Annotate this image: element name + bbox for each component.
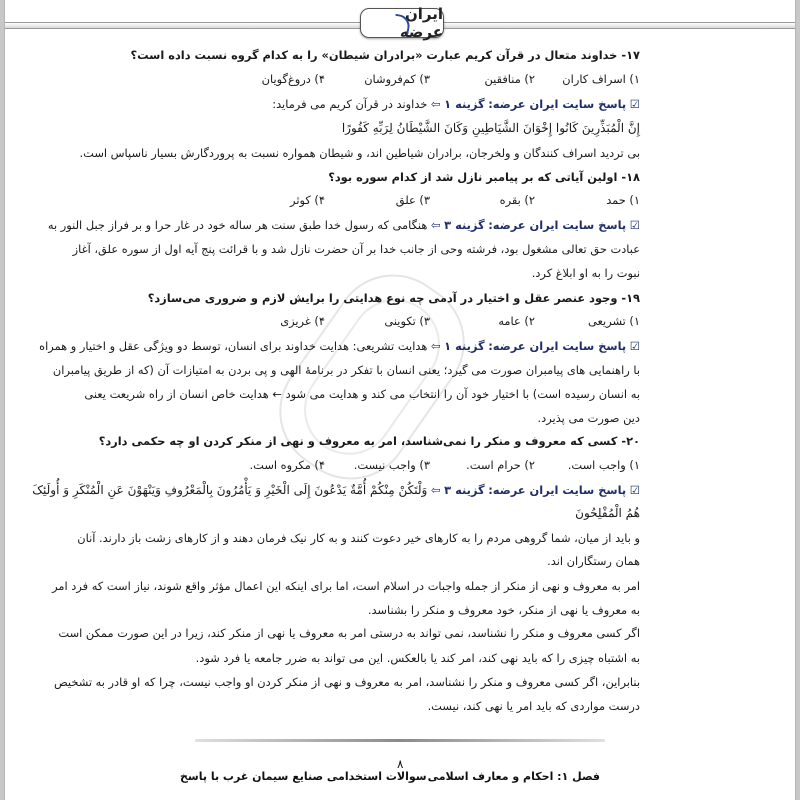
question-19-answer: [39, 338, 640, 354]
checkbox-checked-icon: ☑: [629, 218, 640, 232]
answer-text-line: با راهنمایی های پیامبران صورت می گیرد؛ یعنی انسان با تفکر در برنامهٔ الهی و پی بردن به امتیازات آن (که از طریق پیامبران: [52, 363, 640, 377]
footer-book-title: سوالات استخدامی صنایع سیمان غرب با پاسخ: [180, 770, 427, 783]
question-18-title: ۱۸- اولین آیاتی که بر پیامبر نازل شد از کدام سوره بود؟: [328, 170, 640, 184]
question-17-title: ۱۷- خداوند متعال در قرآن کریم عبارت «برادران شیطان» را به کدام گروه نسبت داده است؟: [130, 48, 640, 62]
answer-option: گزینه ۱: [444, 339, 485, 353]
question-18-options: [120, 193, 640, 209]
question-20-title: ۲۰- کسی که معروف و منکر را نمی‌شناسد، امر به معروف و نهی از منکر کردن او چه حکمی دارد؟: [98, 434, 640, 448]
answer-text-line: به انسان رسیده است) با اختیار خود آن را انتخاب می کند و هدایت می شود ← هدایت خاص انسان از راه شریعت یعنی: [84, 387, 640, 401]
option-4: ۴) کوثر: [290, 193, 325, 207]
explanation-text: درست مواردی که باید امر یا نهی کند، نیست.: [427, 699, 640, 713]
question-17-answer: [272, 96, 640, 112]
answer-text-line: عبادت حق تعالی مشغول بود، فرشته وحی از جانب خدا بر آن حضرت نازل شد و با قرائت پنج آیه اول از سوره علق، آغاز: [72, 242, 640, 256]
arrow-left-icon: ⇦: [430, 483, 441, 497]
question-20-answer: [32, 482, 640, 498]
question-20-options: [120, 458, 640, 474]
option-2: ۲) عامه: [498, 314, 535, 328]
question-19-title: ۱۹- وجود عنصر عقل و اختیار در آدمی چه نوع هدایتی را برایش لازم و ضروری می‌سازد؟: [147, 291, 640, 305]
option-4: ۴) مکروه است.: [249, 458, 325, 472]
checkbox-checked-icon: ☑: [629, 483, 640, 497]
answer-label: پاسخ سایت ایران عرضه:: [488, 218, 627, 232]
question-18-answer: [47, 217, 640, 233]
explanation-text: و باید از میان، شما گروهی مردم را به کارهای خیر دعوت کنند و به کار نیک فرمان دهند و از کارهای زشت باز دارند. آنان: [77, 531, 640, 545]
document-page: [4, 0, 796, 800]
quran-verse: إِنَّ الْمُبَذِّرِینَ کَانُوا إِخْوَانَ الشَّیَاطِینِ وَکَانَ الشَّیْطَانُ لِرَبِّهِ کَفُورًا: [341, 121, 640, 135]
quran-verse: وَلْتَکُنْ مِنْکُمْ أُمَّةٌ یَدْعُونَ إِلَى الْخَیْرِ وَ یَأْمُرُونَ بِالْمَعْرُوفِ وَیَنْهَوْنَ عَنِ الْمُنْکَرِ وَ أُولَئِکَ: [32, 483, 428, 497]
option-2: ۲) حرام است.: [466, 458, 535, 472]
explanation-text: بی تردید اسراف کنندگان و ولخرجان، برادران شیاطین اند، و شیطان همواره نسبت به پروردگارش بسیار ناسپاس است.: [79, 146, 640, 160]
option-1: ۱) تشریعی: [588, 314, 640, 328]
option-3: ۳) علق: [395, 193, 430, 207]
answer-label: پاسخ سایت ایران عرضه:: [488, 483, 627, 497]
answer-text-line: دین صورت می پذیرد.: [537, 411, 640, 425]
option-1: ۱) حمد: [606, 193, 640, 207]
quran-verse-continued: هُمُ الْمُفْلِحُونَ: [575, 506, 640, 520]
answer-option: گزینه ۳: [444, 218, 485, 232]
page-number: ۸: [397, 757, 404, 771]
option-3: ۳) کم‌فروشان: [364, 72, 430, 86]
arrow-left-icon: ⇦: [430, 218, 441, 232]
option-2: ۲) منافقین: [484, 72, 535, 86]
answer-text: هنگامی که رسول خدا طبق سنت هر ساله خود در غار حرا و بر فراز جبل النور به: [47, 218, 428, 232]
explanation-text: همان رستگاران اند.: [547, 554, 640, 568]
explanation-text: اگر کسی معروف و منکر را نشناسد، نمی تواند به درستی امر به معروف یا نهی از منکر کند، زیرا در این صورت ممکن است: [58, 626, 640, 640]
arrow-left-icon: ⇦: [430, 97, 441, 111]
explanation-text: بنابراین، اگر کسی معروف و منکر را نشناسد، امر به معروف و نهی از منکر کردن او واجب نیست، چرا که او قادر به تشخیص: [53, 675, 640, 689]
answer-text: خداوند در قرآن کریم می فرماید:: [272, 97, 428, 111]
option-4: ۴) دروغ‌گویان: [261, 72, 325, 86]
answer-text-line: نبوت را به او ابلاغ کرد.: [531, 266, 640, 280]
brand-logo: [360, 5, 444, 41]
explanation-text: به اشتباه چیزی را که باید نهی کند، امر کند یا بالعکس. این می تواند به ضرر جامعه یا فرد شود.: [195, 651, 640, 665]
explanation-text: به معروف یا نهی از منکر، خود معروف و منکر را بشناسد.: [367, 603, 640, 617]
question-17-options: [120, 72, 640, 88]
option-2: ۲) بقره: [499, 193, 535, 207]
answer-option: گزینه ۱: [444, 97, 485, 111]
footer-chapter: فصل ۱: احکام و معارف اسلامی: [427, 770, 600, 783]
arrow-left-icon: ⇦: [430, 339, 441, 353]
explanation-text: امر به معروف و نهی از منکر از جمله واجبات در اسلام است، اما برای اینکه این اعمال مؤثر واقع شوند، نیاز است که فرد امر: [52, 579, 640, 593]
answer-label: پاسخ سایت ایران عرضه:: [488, 339, 627, 353]
answer-label: پاسخ سایت ایران عرضه:: [488, 97, 627, 111]
option-3: ۳) واجب نیست.: [353, 458, 430, 472]
answer-text: هدایت تشریعی: هدایت خداوند برای انسان، توسط دو ویژگی عقل و اختیار و همراه: [39, 339, 428, 353]
logo-text: ایران عرضه: [399, 5, 443, 41]
checkbox-checked-icon: ☑: [629, 97, 640, 111]
question-19-options: [120, 314, 640, 330]
option-1: ۱) اسراف کاران: [562, 72, 640, 86]
option-1: ۱) واجب است.: [567, 458, 640, 472]
option-4: ۴) غریزی: [280, 314, 325, 328]
checkbox-checked-icon: ☑: [629, 339, 640, 353]
answer-option: گزینه ۳: [444, 483, 485, 497]
option-3: ۳) تکوینی: [384, 314, 430, 328]
footer-rule: [195, 739, 605, 742]
